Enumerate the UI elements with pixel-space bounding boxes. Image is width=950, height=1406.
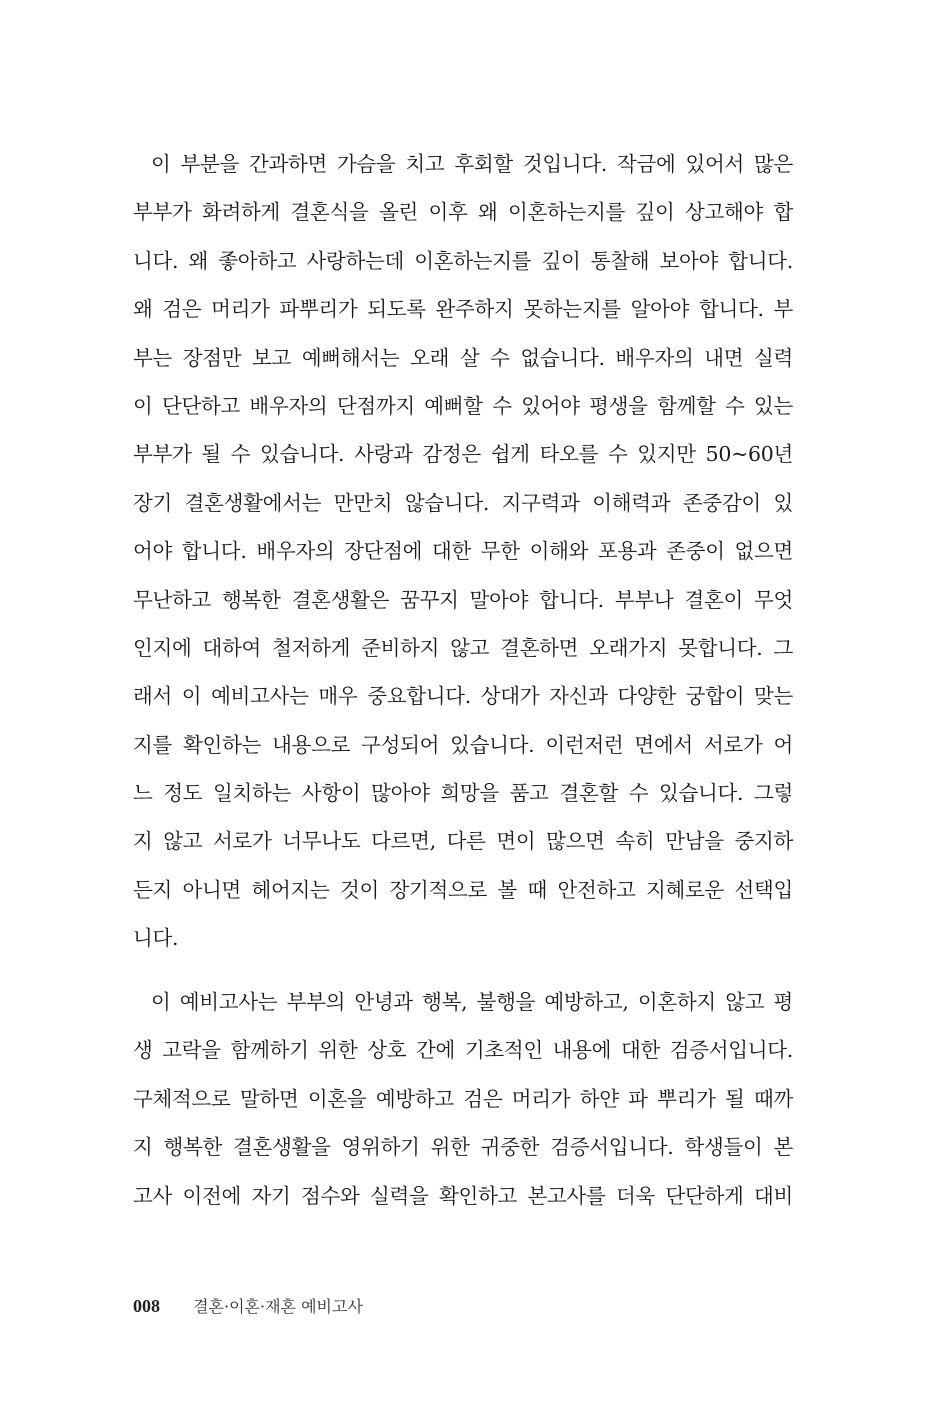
running-title: 결혼·이혼·재혼 예비고사 [193, 1297, 363, 1316]
text-line: 무난하고 행복한 결혼생활은 꿈꾸지 말아야 합니다. 부부나 결혼이 무엇 [133, 587, 793, 612]
text-line: 든지 아니면 헤어지는 것이 장기적으로 볼 때 안전하고 지혜로운 선택입 [133, 877, 793, 902]
text-line: 이 예비고사는 부부의 안녕과 행복, 불행을 예방하고, 이혼하지 않고 평 [151, 990, 793, 1014]
text-line: 왜 검은 머리가 파뿌리가 되도록 완주하지 못하는지를 알아야 합니다. 부 [133, 297, 793, 322]
text-line: 부는 장점만 보고 예뻐해서는 오래 살 수 없습니다. 배우자의 내면 실력 [133, 345, 793, 370]
paragraph-1 [133, 140, 793, 963]
text-line: 느 정도 일치하는 사항이 많아야 희망을 품고 결혼할 수 있습니다. 그렇 [133, 781, 793, 806]
text-line: 고사 이전에 자기 점수와 실력을 확인하고 본고사를 더욱 단단하게 대비 [133, 1183, 793, 1208]
text-line: 생 고락을 함께하기 위한 상호 간에 기초적인 내용에 대한 검증서입니다. [133, 1038, 793, 1063]
text-line: 인지에 대하여 철저하게 준비하지 않고 결혼하면 오래가지 못합니다. 그 [133, 635, 793, 660]
text-line: 구체적으로 말하면 이혼을 예방하고 검은 머리가 하얀 파 뿌리가 될 때까 [133, 1086, 793, 1111]
text-line: 부부가 될 수 있습니다. 사랑과 감정은 쉽게 타오를 수 있지만 50~60년 [133, 442, 793, 467]
text-line: 이 부분을 간과하면 가슴을 치고 후회할 것입니다. 작금에 있어서 많은 [151, 152, 793, 176]
text-line: 장기 결혼생활에서는 만만치 않습니다. 지구력과 이해력과 존중감이 있 [133, 490, 793, 515]
text-line: 지를 확인하는 내용으로 구성되어 있습니다. 이런저런 면에서 서로가 어 [133, 732, 793, 757]
text-line: 부부가 화려하게 결혼식을 올린 이후 왜 이혼하는지를 깊이 상고해야 합 [133, 200, 793, 225]
text-line: 지 않고 서로가 너무나도 다르면, 다른 면이 많으면 속히 만남을 중지하 [133, 829, 793, 854]
paragraph-2 [133, 978, 793, 1220]
text-line: 지 행복한 결혼생활을 영위하기 위한 귀중한 검증서입니다. 학생들이 본 [133, 1135, 793, 1160]
page-footer [133, 1291, 363, 1321]
text-line: 이 단단하고 배우자의 단점까지 예뻐할 수 있어야 평생을 함께할 수 있는 [133, 393, 793, 418]
page-number: 008 [133, 1296, 160, 1316]
text-line: 어야 합니다. 배우자의 장단점에 대한 무한 이해와 포용과 존중이 없으면 [133, 539, 793, 564]
text-line: 래서 이 예비고사는 매우 중요합니다. 상대가 자신과 다양한 궁합이 맞는 [133, 684, 793, 709]
text-line: 니다. [133, 926, 179, 951]
text-line: 니다. 왜 좋아하고 사랑하는데 이혼하는지를 깊이 통찰해 보아야 합니다. [133, 248, 793, 273]
